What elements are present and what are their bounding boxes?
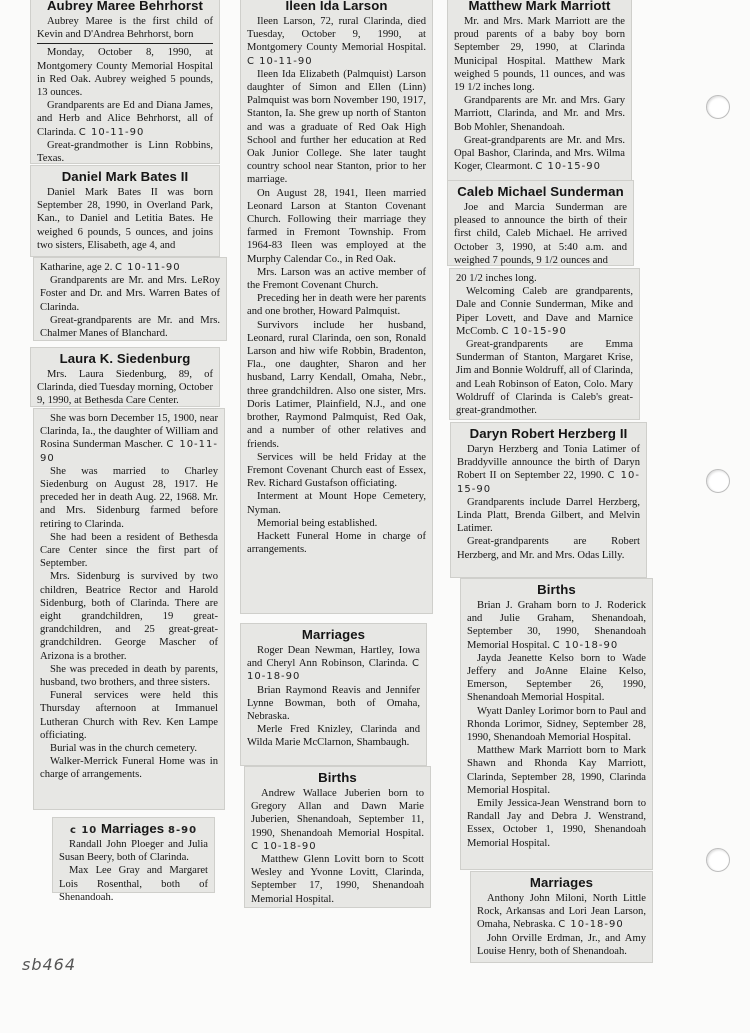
clipping-title: Births (537, 582, 576, 597)
clipping-paragraph (251, 787, 424, 853)
handwritten-date: C 10-18-90 (251, 840, 317, 852)
clipping-text: Ileen Larson, 72, rural Clarinda, died Tuesday, October 9, 1990, at Montgomery County Memorial Hospital. (247, 16, 426, 54)
clipping-paragraph: Memorial being established. (257, 517, 378, 529)
clipping-paragraph: Walker-Merrick Funeral Home was in charge of arrangements. (40, 756, 218, 781)
clipping-paragraph: On August 28, 1941, Ileen married Leonard Larson at Stanton Covenant Church. Following their marriage they farmed in Fremont Township. From 1964-83 Ileen was employed at the Murphy Calendar Co., in Red Oak. (247, 187, 426, 265)
clipping-paragraph: Great-grandmother is Linn Robbins, Texas. (37, 139, 213, 165)
clipping-marriages-right (470, 871, 653, 963)
clipping-siedenburg-continued (33, 408, 225, 810)
clipping-paragraph: Mrs. Larson was an active member of the Fremont Covenant Church. (247, 266, 426, 292)
clipping-sunderman (447, 180, 634, 266)
clipping-paragraph: Great-grandparents are Emma Sunderman of Stanton, Margaret Krise, Jim and Bonnie Woldruff, all of Clarinda, and Leah Robinson of Eaton, Colo. Mary Woldruff of Clarinda is Caleb's great-great-grandmother. (456, 339, 633, 417)
clipping-title: Daniel Mark Bates II (61, 169, 189, 184)
clipping-title: Laura K. Siedenburg (59, 351, 191, 366)
clipping-title: Marriages (529, 875, 594, 890)
clipping-title: Marriages (101, 821, 165, 836)
clipping-paragraph: Mrs. Sidenburg is survived by two children, Beatrice Rector and Harold Sidenburg, both of Clarinda. There are eight grandchildren, 19 great-grandchildren, and 25 great-great-grandchildren. George Mascher of Arizona is a brother. (40, 571, 218, 662)
handwritten-prefix: c 10 (69, 825, 98, 836)
clipping-marriages-middle (240, 623, 427, 766)
clipping-title: Marriages (301, 627, 366, 642)
clipping-paragraph: Matthew Mark Marriott born to Mark Shawn and Rhonda Kay Marriott, Clarinda, September 28, 1990, Clarinda Memorial Hospital. (467, 745, 646, 796)
clipping-bates-continued (33, 257, 227, 341)
clipping-title: Daryn Robert Herzberg II (469, 426, 628, 441)
clipping-paragraph: Grandparents include Darrel Herzberg, Linda Platt, Brenda Gilbert, and Melvin Latimer. (457, 496, 640, 535)
handwritten-date: C 10-11-90 (115, 262, 181, 273)
clipping-paragraph (40, 412, 218, 465)
clipping-sunderman-continued (449, 268, 640, 420)
clipping-text: Roger Dean Newman, Hartley, Iowa and Cheryl Ann Robinson, Clarinda. (247, 645, 420, 670)
clipping-paragraph: Randall John Ploeger and Julia Susan Beery, both of Clarinda. (59, 839, 208, 864)
clipping-text: Andrew Wallace Juberien born to Gregory Allan and Dawn Marie Juberien, Shenandoah, September 11, 1990, Shenandoah Memorial Hospital. (251, 788, 424, 839)
clipping-paragraph: John Orville Erdman, Jr., and Amy Louise Henry, both of Shenandoah. (477, 932, 646, 957)
binder-hole-bottom (706, 848, 730, 872)
clipping-paragraph: Joe and Marcia Sunderman are pleased to announce the birth of their first child, Caleb Michael. He arrived October 3, 1990, at 5:40 a.m. and weighed 7 pounds, 9 1/2 ounces and (454, 202, 627, 266)
handwritten-date: C 10-18-90 (552, 639, 619, 651)
clipping-paragraph (247, 644, 420, 684)
binder-hole-top (706, 95, 730, 119)
clipping-paragraph: Great-grandparents are Robert Herzberg, and Mr. and Mrs. Odas Lilly. (457, 536, 640, 561)
handwritten-date: C 10-18-90 (247, 658, 420, 683)
clipping-paragraph (454, 134, 625, 174)
clipping-title: Matthew Mark Marriott (468, 0, 611, 13)
handwritten-date: C 10-15-90 (457, 470, 641, 495)
clipping-paragraph (40, 261, 220, 274)
clipping-title-row (59, 821, 208, 836)
clipping-births-right (460, 578, 653, 870)
clipping-paragraph: Monday, October 8, 1990, at Montgomery County Memorial Hospital in Red Oak. Aubrey weighed 5 pounds, 13 ounces. (37, 47, 213, 99)
binder-hole-middle (706, 469, 730, 493)
clipping-text: Great-grandparents are Mr. and Mrs. Opal Bashor, Clarinda, and Mrs. Wilma Koger, Clearmont. (454, 134, 625, 173)
clipping-paragraph: Ileen Ida Elizabeth (Palmquist) Larson daughter of Simon and Ellen (Linn) Palmquist was born November 190, 1917, Stanton, Ia. She grew up north of Stanton and was a graduate of Red Oak High School and further her education at Red Oak Junior College. She later taught country school near Stanton, prior to her marriage. (247, 68, 426, 186)
clipping-paragraph: Great-grandparents are Mr. and Mrs. Chalmer Manes of Blanchard. (40, 314, 220, 340)
clipping-paragraph: Merle Fred Knizley, Clarinda and Wilda Marie McClarnon, Shambaugh. (247, 724, 420, 749)
clipping-paragraph: She was married to Charley Siedenburg on August 28, 1917. He preceded her in death Aug. 22, 1968. Mr. and Mrs. Sidenburg farmed before retiring to Clarinda. (40, 465, 218, 530)
handwritten-date: C 10-11-90 (40, 439, 218, 464)
clipping-paragraph: Mrs. Laura Siedenburg, 89, of Clarinda, died Tuesday morning, October 9, 1990, at Bethesda Care Center. (37, 369, 213, 407)
clipping-title: Ileen Ida Larson (285, 0, 388, 13)
clipping-text: Grandparents are Ed and Diana James, and Herb and Alice Behrhorst, all of Clarinda. (37, 100, 213, 138)
clipping-text: Welcoming Caleb are grandparents, Dale and Connie Sunderman, Mike and Piper Lovett, and Dave and Marnice McComb. (456, 286, 633, 337)
clipping-text: Katharine, age 2. (40, 262, 113, 273)
clipping-paragraph: Aubrey Maree is the first child of Kevin and D'Andrea Behrhorst, born (37, 16, 213, 41)
clipping-paragraph: Interment at Mount Hope Cemetery, Nyman. (247, 491, 426, 516)
handwritten-date: C 10-15-90 (535, 161, 601, 173)
clipping-paragraph: Max Lee Gray and Margaret Lois Rosenthal, both of Shenandoah. (59, 865, 208, 903)
clipping-paragraph: Grandparents are Mr. and Mrs. Gary Marriott, Clarinda, and Mr. and Mrs. Bob Mohler, Shenandoah. (454, 95, 625, 133)
handwritten-page-id: sb464 (22, 955, 77, 974)
handwritten-date: C 10-15-90 (501, 325, 567, 337)
clipping-paragraph: Jayda Jeanette Kelso born to Wade Jeffery and JoAnne Elaine Kelso, Emerson, September 26, 1990, Shenandoah Memorial Hospital. (467, 652, 646, 704)
clipping-paragraph: Survivors include her husband, Leonard, rural Clarinda, oen son, Ronald Larson and hiw wife Robbin, Bradenton, Fla., one daughter, Sharon and her husband, Larry Kendall, Omaha, Nebr., three grandchildren. Also one sister, Mrs. Doris Latimer, Plainfield, N.J., and one brother, Raymond Palmquist, Red Oak, and a number of other relatives and friends. (247, 319, 426, 450)
clipping-siedenburg (30, 347, 220, 407)
clipping-paragraph: Burial was in the church cemetery. (50, 743, 197, 755)
clipping-text: Daryn Herzberg and Tonia Latimer of Braddyville announce the birth of Daryn Robert II on September 22, 1990. (457, 444, 640, 482)
clipping-paragraph: Grandparents are Mr. and Mrs. LeRoy Foster and Dr. and Mrs. Warren Bates of Clarinda. (40, 275, 220, 313)
clipping-bates (30, 165, 220, 257)
clipping-paragraph (477, 892, 646, 932)
clipping-paragraph: Brian Raymond Reavis and Jennifer Lynne Bowman, both of Omaha, Nebraska. (247, 684, 420, 723)
clipping-herzberg (450, 422, 647, 578)
clipping-paragraph: Funeral services were held this Thursday afternoon at Immanuel Lutheran Church with Rev. Ken Lampe officiating. (40, 690, 218, 741)
clipping-paragraph: Matthew Glenn Lovitt born to Scott Wesley and Yvonne Lovitt, Clarinda, September 17, 1990, Shenandoah Memorial Hospital. (251, 854, 424, 905)
clipping-paragraph (456, 285, 633, 338)
handwritten-suffix: 8-90 (168, 825, 198, 836)
handwritten-date: C 10-11-90 (247, 55, 313, 67)
clipping-paragraph: 20 1/2 inches long. (456, 273, 537, 284)
clipping-paragraph (37, 99, 213, 139)
clipping-marriages-left (52, 817, 215, 903)
clipping-title: Caleb Michael Sunderman (457, 184, 624, 199)
clipping-text: Brian J. Graham born to J. Roderick and Julie Graham, Shenandoah, September 30, 1990, Shenandoah Memorial Hospital. (467, 600, 646, 651)
clipping-paragraph: Daniel Mark Bates II was born September 28, 1990, in Overland Park, Kan., to Daniel and Letitia Bates. He weighed 6 pounds, 5 ounces, and joins two sisters, Elisabeth, age 4, and (37, 187, 213, 251)
clipping-behrhorst (30, 0, 220, 164)
clipping-paragraph (467, 599, 646, 652)
clipping-paragraph (247, 15, 426, 68)
clipping-paragraph: Mr. and Mrs. Mark Marriott are the proud parents of a baby boy born September 29, 1990, at Clarinda Municipal Hospital. Matthew Mark weighed 5 pounds, 11 ounces, and was 19 1/2 inches long. (454, 16, 625, 94)
handwritten-date: C 10-11-90 (78, 126, 145, 138)
clipping-paragraph: She had been a resident of Bethesda Care Center since the first part of September. (40, 531, 218, 570)
clipping-paragraph: She was preceded in death by parents, husband, two brothers, and three sisters. (40, 663, 218, 689)
clipping-text: Anthony John Miloni, North Little Rock, Arkansas and Lori Jean Larson, Omaha, Nebraska. (477, 893, 646, 931)
clipping-births-middle (244, 766, 431, 908)
clipping-rule (37, 43, 213, 44)
clipping-marriott (447, 0, 632, 181)
clipping-paragraph: Preceding her in death were her parents and one brother, Howard Palmquist. (247, 293, 426, 318)
clipping-paragraph: Services will be held Friday at the Fremont Covenant Church east of Essex, Rev. Richard Gustafson officiating. (247, 451, 426, 490)
clipping-title: Aubrey Maree Behrhorst (46, 0, 204, 13)
clipping-paragraph (457, 443, 640, 496)
clipping-paragraph: Wyatt Danley Lorimor born to Paul and Rhonda Lorimor, Sidney, September 28, 1990, Shenandoah Memorial Hospital. (467, 705, 646, 744)
clipping-text: She was born December 15, 1900, near Clarinda, Ia., the daughter of William and Rosina Sunderman Mascher. (40, 413, 218, 451)
clipping-paragraph: Hackett Funeral Home in charge of arrangements. (247, 530, 426, 556)
clipping-larson (240, 0, 433, 614)
handwritten-date: C 10-18-90 (558, 919, 624, 931)
clipping-title: Births (318, 770, 357, 785)
clipping-paragraph: Emily Jessica-Jean Wenstrand born to Randall Jay and Debra J. Wenstrand, Essex, October 1, 1990, Shenandoah Memorial Hospital. (467, 798, 646, 849)
